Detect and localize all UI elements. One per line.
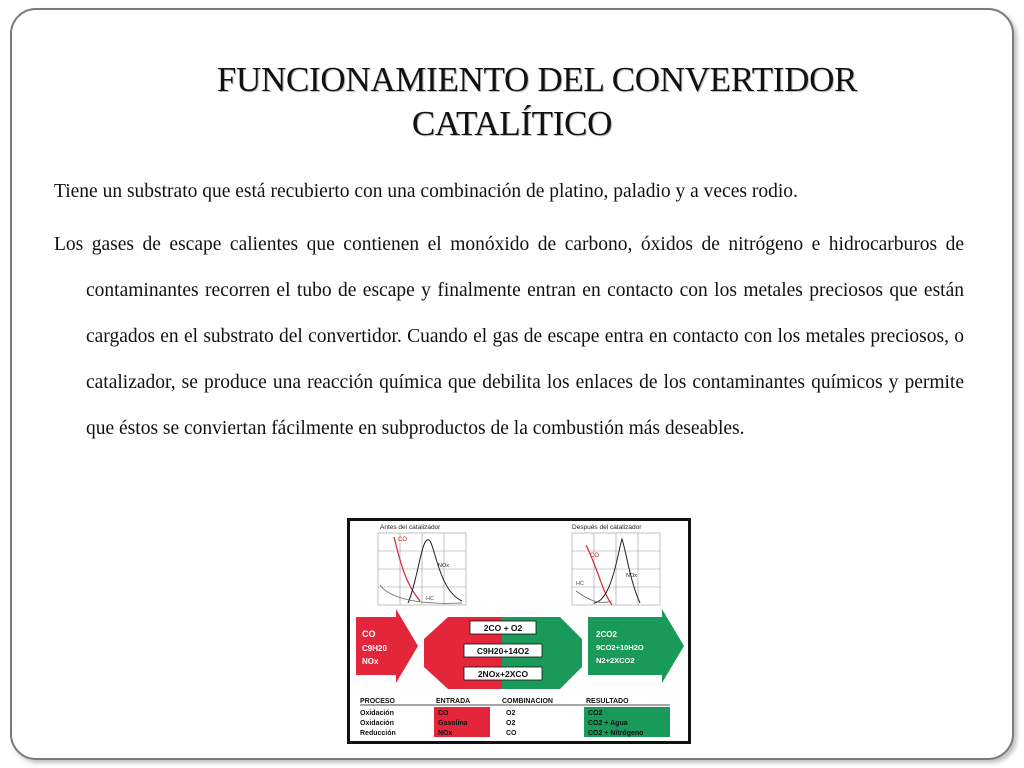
graph-before-co-label: CO	[398, 537, 407, 543]
converter-row-3: 2NOx+2XCO	[477, 669, 529, 679]
table-header-proceso: PROCESO	[360, 698, 396, 705]
converter-row-2: C9H20+14O2	[476, 646, 530, 656]
input-arrow-line-2: C9H20	[362, 644, 387, 653]
graph-after-title: Después del catalizador	[572, 524, 642, 531]
output-arrow-line-1: 2CO2	[596, 630, 617, 639]
table-proceso-1: Oxidación	[360, 710, 394, 717]
graph-before-hc-curve	[380, 585, 462, 603]
graph-after-nox-curve	[594, 539, 640, 603]
graph-before-nox-label: NOx	[438, 563, 449, 569]
output-arrow-line-3: N2+2XCO2	[596, 656, 635, 665]
converter-row-1: 2CO + O2	[483, 623, 523, 633]
title-line-1: FUNCIONAMIENTO DEL CONVERTIDOR	[216, 60, 858, 99]
table-combinacion-1: O2	[506, 710, 516, 717]
graph-after-co-label: CO	[590, 553, 599, 559]
table-entrada-3: NOx	[438, 730, 453, 737]
input-arrow-line-1: CO	[362, 629, 376, 639]
table-combinacion-2: O2	[506, 720, 516, 727]
table-resultado-1: CO2	[588, 710, 603, 717]
table-proceso-3: Reducción	[360, 730, 396, 737]
graph-after	[572, 533, 660, 605]
paragraph-1: Tiene un substrato que está recubierto con una combinación de platino, paladio y a veces rodio.	[54, 181, 798, 202]
table-proceso-2: Oxidación	[360, 720, 394, 727]
table-resultado-2: CO2 + Agua	[588, 720, 628, 727]
table-combinacion-3: CO	[506, 730, 517, 737]
title-line-2: CATALÍTICO	[411, 104, 613, 143]
graph-after-nox-label: NOx	[626, 573, 637, 579]
diagram-svg	[350, 521, 688, 741]
slide-body	[54, 177, 964, 452]
graph-before-nox-curve	[408, 540, 462, 603]
graph-before-title: Antes del catalizador	[380, 524, 441, 531]
catalytic-converter-diagram	[347, 518, 691, 744]
table-entrada-1: CO	[438, 710, 449, 717]
table-entrada-2: Gasolina	[438, 720, 468, 727]
output-arrow-line-2: 9CO2+10H2O	[596, 643, 644, 652]
graph-before-hc-label: HC	[426, 596, 434, 602]
table-header-entrada: ENTRADA	[436, 698, 471, 705]
slide-title	[0, 58, 1024, 146]
input-arrow-line-3: NOx	[362, 657, 379, 666]
table-resultado-3: CO2 + Nitrógeno	[588, 730, 644, 737]
paragraph-2: Los gases de escape calientes que contienen el monóxido de carbono, óxidos de nitrógeno e hidrocarburos de contaminantes recorren el tubo de escape y finalmente entran en contacto con los metales preciosos que están cargados en el substrato del convertidor. Cuando el gas de escape entra en contacto con los metales preciosos, o catalizador, se produce una reacción química que debilita los enlaces de los contaminantes químicos y permite que éstos se conviertan fácilmente en subproductos de la combustión más deseables.	[54, 234, 964, 439]
graph-after-hc-label: HC	[576, 581, 584, 587]
table-header-combinacion: COMBINACION	[502, 698, 553, 705]
table-header-resultado: RESULTADO	[586, 698, 629, 705]
